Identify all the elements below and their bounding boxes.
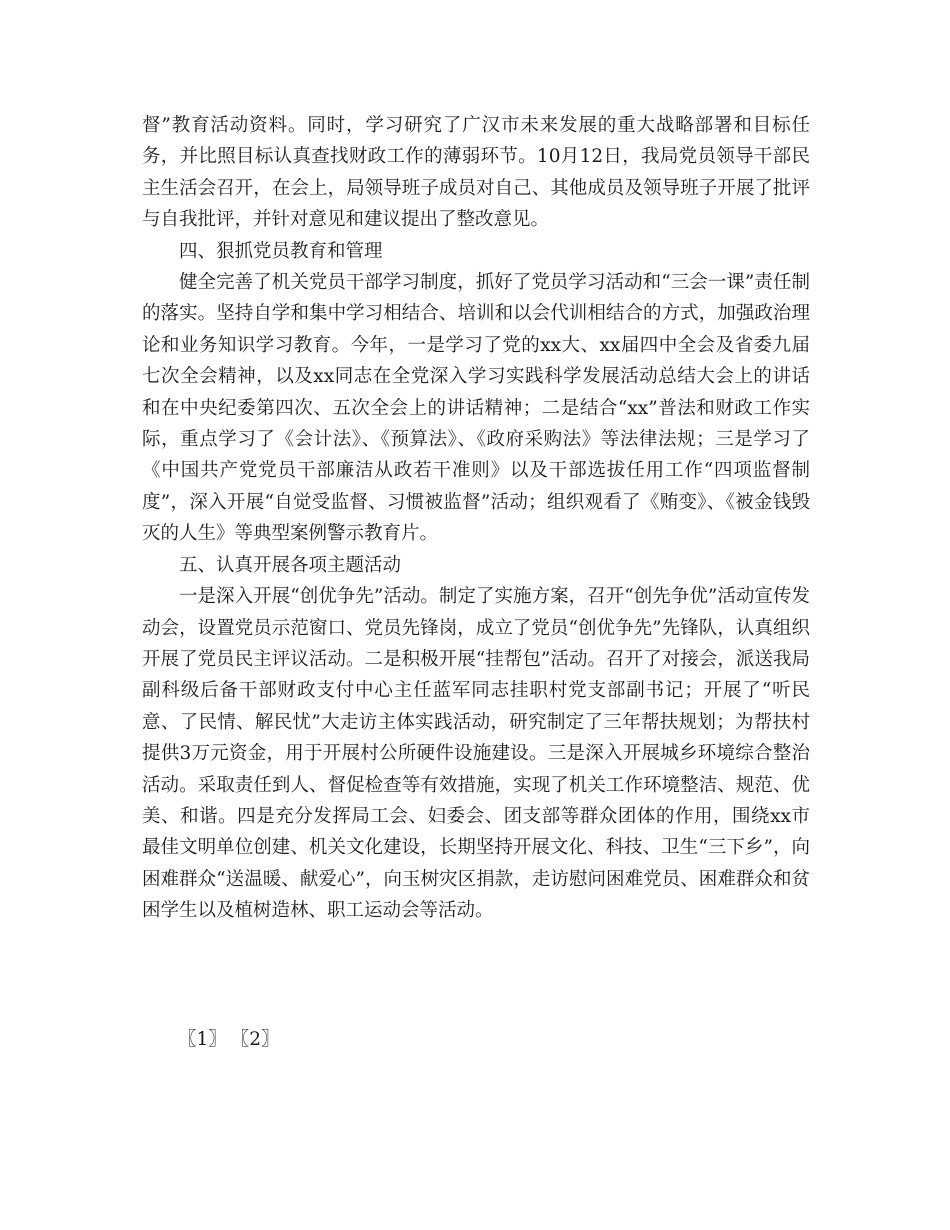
page-link-1[interactable]: 〖1〗 [178, 1029, 227, 1050]
page-link-2[interactable]: 〖2〗 [230, 1029, 280, 1050]
paragraph-section-5: 一是深入开展“创优争先”活动。制定了实施方案，召开“创先争优”活动宣传发动会，设置党员示范窗口、党员先锋岗，成立了党员“创优争先”先锋队，认真组织开展了党员民主评议活动。二是积极开展“挂帮包”活动。召开了对接会，派送我局副科级后备干部财政支付中心主任蓝军同志挂职村党支部副书记；开展了“听民意、了民情、解民忧”大走访主体实践活动，研究制定了三年帮扶规划；为帮扶村提供3万元资金，用于开展村公所硬件设施建设。三是深入开展城乡环境综合整治活动。采取责任到人、督促检查等有效措施，实现了机关工作环境整洁、规范、优美、和谐。四是充分发挥局工会、妇委会、团支部等群众团体的作用，围绕xx市最佳文明单位创建、机关文化建设，长期坚持开展文化、科技、卫生“三下乡”，向困难群众“送温暖、献爱心”，向玉树灾区捐款，走访慰问困难党员、困难群众和贫困学生以及植树造林、职工运动会等活动。 [142, 586, 810, 922]
section-heading-4: 四、狠抓党员教育和管理 [179, 240, 383, 262]
section-heading-5: 五、认真开展各项主题活动 [179, 554, 402, 576]
paragraph-continuation: 督”教育活动资料。同时，学习研究了广汉市未来发展的重大战略部署和目标任务，并比照目标认真查找财政工作的薄弱环节。10月12日，我局党员领导干部民主生活会召开，在会上，局领导班子成员对自己、其他成员及领导班子开展了批评与自我批评，并针对意见和建议提出了整改意见。 [142, 115, 810, 231]
document-body [142, 110, 810, 927]
paragraph-section-4: 健全完善了机关党员干部学习制度，抓好了党员学习活动和“三会一课”责任制的落实。坚持自学和集中学习相结合、培训和以会代训相结合的方式，加强政治理论和业务知识学习教育。今年，一是学习了党的xx大、xx届四中全会及省委九届七次全会精神，以及xx同志在全党深入学习实践科学发展活动总结大会上的讲话和在中央纪委第四次、五次全会上的讲话精神；二是结合“xx”普法和财政工作实际，重点学习了《会计法》、《预算法》、《政府采购法》等法律法规；三是学习了《中国共产党党员干部廉洁从政若干准则》以及干部选拔任用工作“四项监督制度”，深入开展“自觉受监督、习惯被监督”活动；组织观看了《贿变》、《被金钱毁灭的人生》等典型案例警示教育片。 [142, 272, 810, 545]
pagination [178, 1024, 280, 1055]
